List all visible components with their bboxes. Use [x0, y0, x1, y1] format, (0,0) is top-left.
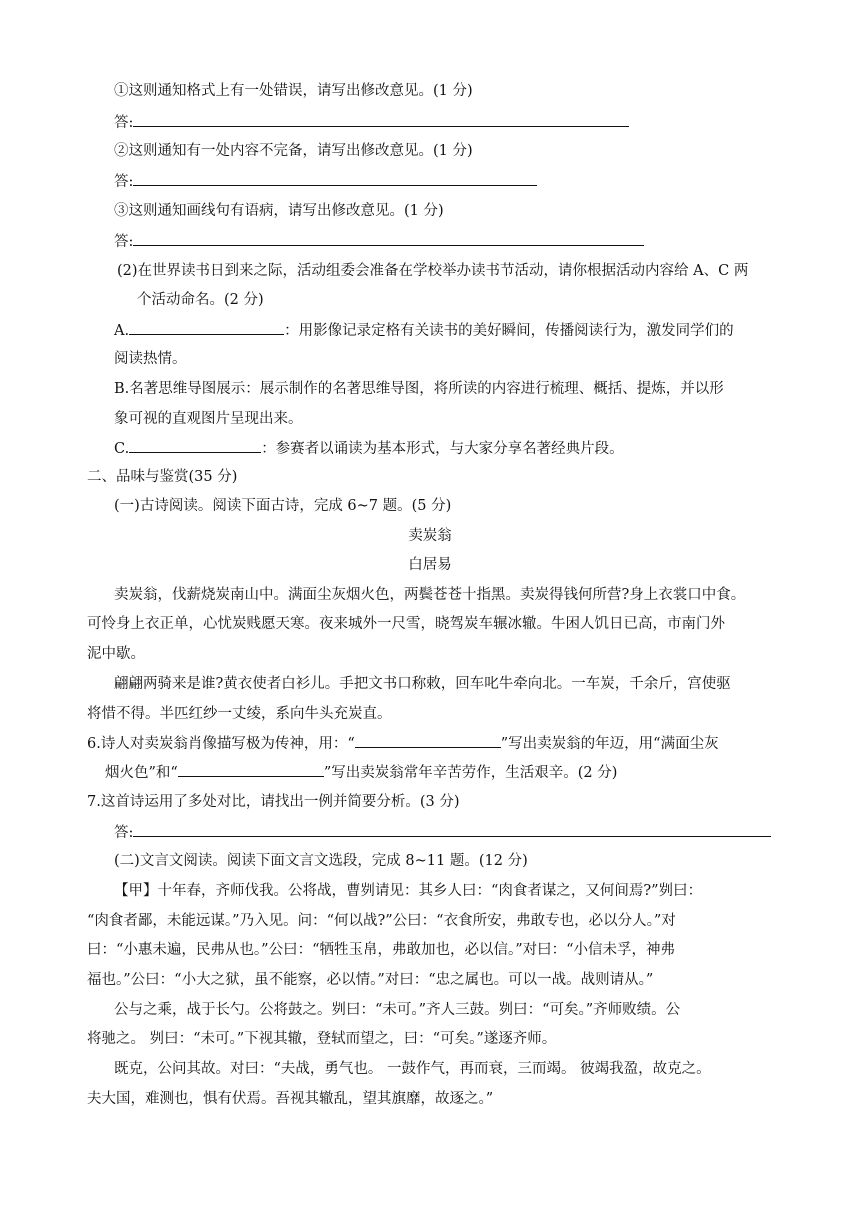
activity-b-line2: 象可视的直观图片呈现出来。 [114, 411, 303, 427]
activity-a-name-blank[interactable] [129, 320, 284, 335]
poem-line: 卖炭翁，伐薪烧炭南山中。满面尘灰烟火色，两鬓苍苍十指黑。卖炭得钱何所营?身上衣裳口中食。 [114, 587, 746, 603]
prose-reading-intro: (二)文言文阅读。阅读下面文言文选段，完成 8~11 题。(12 分) [114, 853, 528, 869]
activity-a-description: ：用影像记录定格有关读书的美好瞬间，传播阅读行为，激发同学们的 [284, 323, 734, 339]
question-5-1-sub1: ①这则通知格式上有一处错误，请写出修改意见。(1 分) [114, 83, 473, 99]
answer-label: 答: [114, 174, 134, 190]
question-7: 7.这首诗运用了多处对比，请找出一例并简要分析。(3 分) [87, 794, 460, 810]
prose-line: 【甲】十年春，齐师伐我。公将战，曹刿请见：其乡人曰：“肉食者谋之，又何间焉?”刿曰： [114, 883, 703, 899]
poem-line: 可怜身上衣正单，心忧炭贱愿天寒。夜来城外一尺雪，晓驾炭车辗冰辙。牛困人饥日已高，市南门外 [87, 616, 725, 632]
poem-line: 翩翩两骑来是谁?黄衣使者白衫儿。手把文书口称敕，回车叱牛牵向北。一车炭，千余斤，宫使驱 [114, 676, 731, 692]
section-2-heading: 二、品味与鉴赏(35 分) [87, 469, 238, 485]
answer-label: 答: [114, 115, 134, 131]
activity-c-description: ：参赛者以诵读为基本形式，与大家分享名著经典片段。 [261, 441, 624, 457]
activity-c-prefix: C. [114, 441, 130, 457]
answer-line-3[interactable] [114, 231, 644, 252]
prose-line: 公与之乘，战于长勺。公将鼓之。刿曰：“未可。”齐人三鼓。刿曰：“可矣。”齐师败绩。公 [114, 1002, 681, 1018]
answer-line-1[interactable] [114, 112, 629, 133]
question-5-1-sub2: ②这则通知有一处内容不完备，请写出修改意见。(1 分) [114, 143, 473, 159]
answer-line-2[interactable] [114, 171, 537, 192]
activity-b-line1: B.名著思维导图展示：展示制作的名著思维导图，将所读的内容进行梳理、概括、提炼，并以形 [114, 381, 724, 397]
question-6-blank-1[interactable] [355, 733, 501, 748]
prose-line: 既克，公问其故。对曰：“夫战，勇气也。 一鼓作气，再而衰，三而竭。 彼竭我盈，故克之。 [114, 1061, 711, 1077]
question-6-line1 [87, 733, 719, 754]
activity-c-name-blank[interactable] [129, 438, 261, 453]
answer-blank[interactable] [133, 822, 771, 837]
question-6-blank-2[interactable] [178, 762, 324, 777]
prose-line: 曰：“小惠未遍，民弗从也。”公曰：“牺牲玉帛，弗敢加也，必以信。”对曰：“小信未孚，神弗 [87, 942, 676, 958]
prose-line: 福也。”公曰：“小大之狱，虽不能察，必以情。”对曰：“忠之属也。可以一战。战则请从。” [87, 972, 654, 988]
activity-a-line1 [114, 320, 734, 341]
answer-blank[interactable] [133, 112, 629, 127]
question-5-1-sub3: ③这则通知画线句有语病，请写出修改意见。(1 分) [114, 203, 444, 219]
poem-author: 白居易 [408, 557, 452, 573]
question-5-2-prompt-line2: 个活动命名。(2 分) [137, 292, 264, 308]
answer-line-7[interactable] [114, 822, 771, 843]
poem-line: 泥中歇。 [87, 646, 145, 662]
question-6-text: 6.诗人对卖炭翁肖像描写极为传神，用：“ [87, 736, 355, 752]
question-6-text: ”写出卖炭翁常年辛苦劳作，生活艰辛。(2 分) [323, 765, 618, 781]
activity-a-prefix: A. [114, 323, 130, 339]
poem-title: 卖炭翁 [408, 528, 452, 544]
prose-line: 夫大国，难测也，惧有伏焉。吾视其辙乱，望其旗靡，故逐之。” [87, 1091, 494, 1107]
answer-label: 答: [114, 825, 134, 841]
answer-label: 答: [114, 234, 134, 250]
prose-line: 将驰之。 刿曰：“未可。”下视其辙，登轼而望之，曰：“可矣。”遂逐齐师。 [87, 1031, 557, 1047]
question-6-text: ”写出卖炭翁的年迈，用“满面尘灰 [500, 736, 719, 752]
poem-line: 将惜不得。半匹红纱一丈绫，系向牛头充炭直。 [87, 706, 392, 722]
question-6-line2 [105, 762, 617, 783]
answer-blank[interactable] [133, 171, 537, 186]
question-6-text: 烟火色”和“ [105, 765, 178, 781]
prose-line: “肉食者鄙，未能远谋。”乃入见。问：“何以战?”公曰：“衣食所安，弗敢专也，必以分人。”对 [87, 913, 676, 929]
question-5-2-prompt-line1: (2)在世界读书日到来之际，活动组委会准备在学校举办读书节活动，请你根据活动内容给 A、C 两 [117, 263, 749, 279]
activity-a-line2: 阅读热情。 [114, 351, 187, 367]
activity-c-line [114, 438, 624, 459]
poem-reading-intro: (一)古诗阅读。阅读下面古诗，完成 6~7 题。(5 分) [114, 498, 452, 514]
answer-blank[interactable] [133, 231, 644, 246]
